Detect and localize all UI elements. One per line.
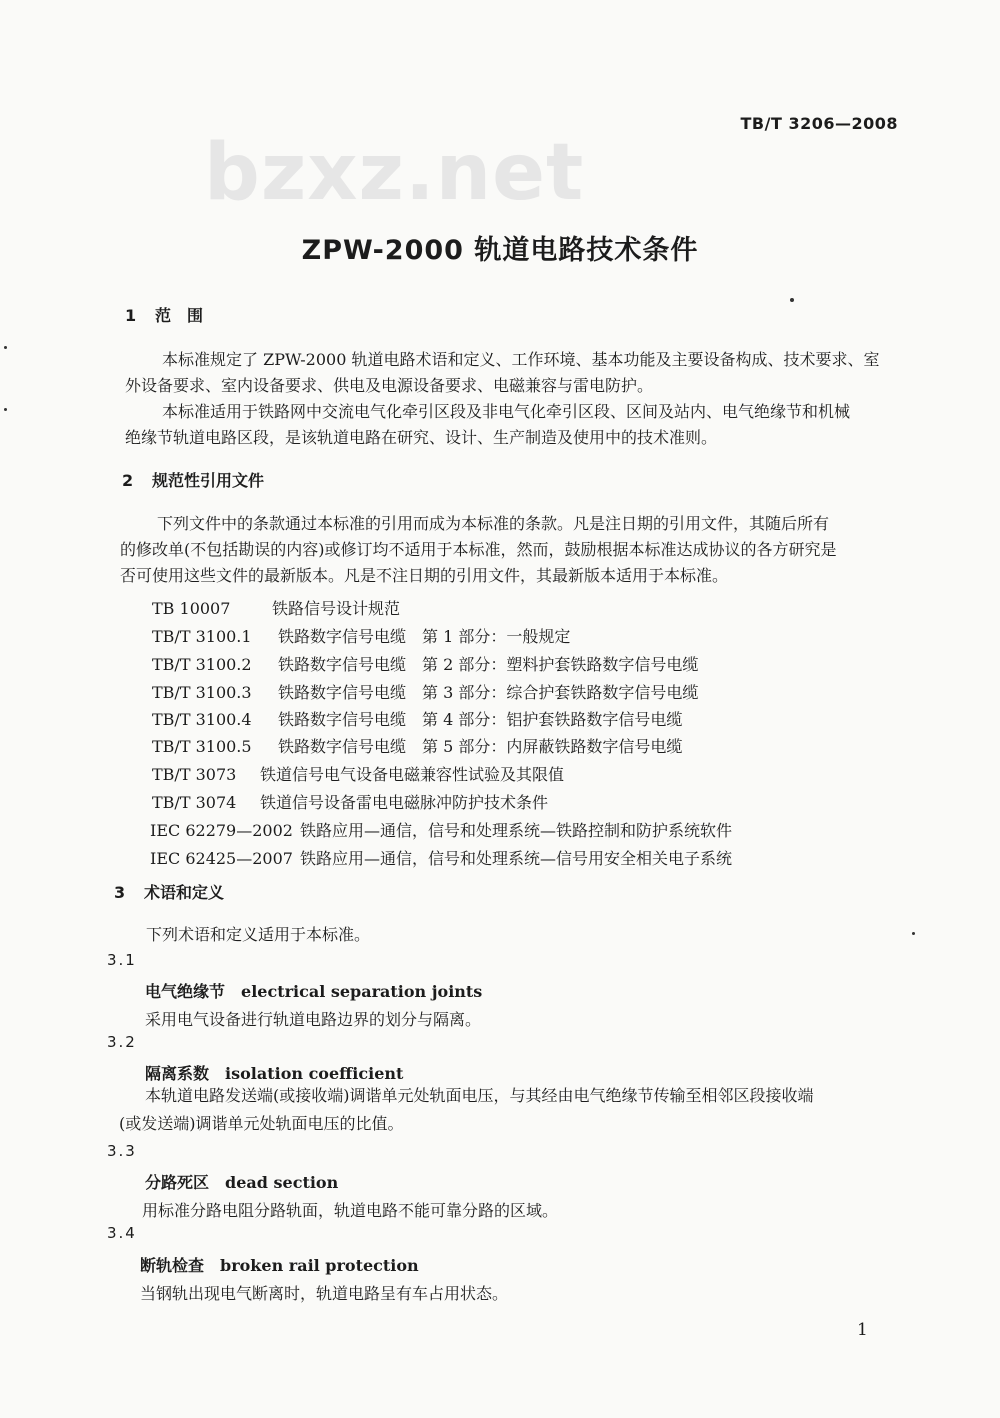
section-title: 规范性引用文件	[152, 471, 265, 490]
reference-item	[152, 596, 400, 619]
reference-title: 铁路数字信号电缆 第 1 部分：一般规定	[278, 627, 571, 646]
term-zh: 断轨检查	[140, 1256, 205, 1275]
references-intro	[120, 511, 910, 589]
section-number: 3	[114, 883, 126, 902]
reference-code: IEC 62425—2007	[150, 849, 293, 868]
term-zh: 分路死区	[145, 1173, 210, 1192]
term-heading	[145, 1170, 338, 1193]
standard-code: TB/T 3206—2008	[740, 114, 898, 133]
reference-title: 铁路信号设计规范	[272, 599, 401, 618]
reference-code: TB/T 3100.1	[152, 627, 252, 646]
term-definition: 采用电气设备进行轨道电路边界的划分与隔离。	[145, 1010, 482, 1029]
term-definition	[119, 1082, 895, 1138]
section-number: 2	[122, 471, 134, 490]
term-heading	[140, 1253, 419, 1276]
term-en: electrical separation joints	[241, 982, 483, 1001]
reference-title: 铁路应用—通信，信号和处理系统—铁路控制和防护系统软件	[300, 821, 733, 840]
term-number: 3.4	[107, 1224, 137, 1242]
term-number: 3.1	[107, 951, 137, 969]
text-line: 的修改单(不包括勘误的内容)或修订均不适用于本标准，然而，鼓励根据本标准达成协议的各方研究是	[120, 540, 837, 559]
term-number: 3.3	[107, 1142, 137, 1160]
term-heading	[145, 1061, 403, 1084]
reference-title: 铁道信号设备雷电电磁脉冲防护技术条件	[260, 793, 549, 812]
reference-title: 铁道信号电气设备电磁兼容性试验及其限值	[260, 765, 565, 784]
reference-code: TB 10007	[152, 599, 231, 618]
section-3-heading	[114, 880, 224, 903]
reference-code: TB/T 3100.2	[152, 655, 252, 674]
term-number: 3.2	[107, 1033, 137, 1051]
term-definition: 当钢轨出现电气断离时，轨道电路呈有车占用状态。	[140, 1284, 509, 1303]
reference-item	[152, 652, 698, 675]
section-1-heading	[125, 303, 203, 326]
term-en: isolation coefficient	[225, 1064, 404, 1083]
reference-item	[152, 680, 698, 703]
reference-item	[152, 762, 564, 785]
reference-item	[152, 790, 548, 813]
scan-speck	[4, 408, 7, 411]
watermark: bzxz.net	[204, 128, 585, 218]
terms-intro: 下列术语和定义适用于本标准。	[146, 925, 371, 944]
reference-item	[152, 624, 570, 647]
scan-speck	[912, 932, 915, 935]
reference-item	[152, 707, 682, 730]
reference-title: 铁路数字信号电缆 第 2 部分：塑料护套铁路数字信号电缆	[278, 655, 699, 674]
reference-code: IEC 62279—2002	[150, 821, 293, 840]
section-title: 范 围	[155, 306, 204, 325]
term-zh: 隔离系数	[145, 1064, 210, 1083]
text-line: 否可使用这些文件的最新版本。凡是不注日期的引用文件，其最新版本适用于本标准。	[120, 566, 729, 585]
reference-title: 铁路应用—通信，信号和处理系统—信号用安全相关电子系统	[300, 849, 733, 868]
reference-title: 铁路数字信号电缆 第 5 部分：内屏蔽铁路数字信号电缆	[278, 737, 683, 756]
text-line: (或发送端)调谐单元处轨面电压的比值。	[119, 1114, 404, 1133]
text-line: 本标准适用于铁路网中交流电气化牵引区段及非电气化牵引区段、区间及站内、电气绝缘节和机械	[162, 402, 851, 421]
scan-speck	[4, 346, 7, 349]
text-line: 本标准规定了 ZPW-2000 轨道电路术语和定义、工作环境、基本功能及主要设备构成、技术要求、室	[162, 350, 880, 369]
text-line: 绝缘节轨道电路区段，是该轨道电路在研究、设计、生产制造及使用中的技术准则。	[125, 428, 718, 447]
reference-code: TB/T 3100.3	[152, 683, 252, 702]
term-en: dead section	[225, 1173, 339, 1192]
scope-paragraph-2	[125, 399, 915, 451]
reference-title: 铁路数字信号电缆 第 3 部分：综合护套铁路数字信号电缆	[278, 683, 699, 702]
reference-item	[150, 818, 732, 841]
section-number: 1	[125, 306, 137, 325]
page-number: 1	[857, 1320, 868, 1340]
reference-item	[150, 846, 732, 869]
section-2-heading	[122, 468, 264, 491]
reference-item	[152, 734, 682, 757]
reference-code: TB/T 3100.4	[152, 710, 252, 729]
text-line: 本轨道电路发送端(或接收端)调谐单元处轨面电压，与其经由电气绝缘节传输至相邻区段接收端	[145, 1086, 814, 1105]
text-line: 外设备要求、室内设备要求、供电及电源设备要求、电磁兼容与雷电防护。	[125, 376, 654, 395]
reference-code: TB/T 3074	[152, 793, 237, 812]
reference-title: 铁路数字信号电缆 第 4 部分：铝护套铁路数字信号电缆	[278, 710, 683, 729]
scope-paragraph-1	[125, 347, 915, 399]
term-definition: 用标准分路电阻分路轨面，轨道电路不能可靠分路的区域。	[142, 1201, 559, 1220]
text-line: 下列文件中的条款通过本标准的引用而成为本标准的条款。凡是注日期的引用文件，其随后所有	[157, 514, 830, 533]
reference-code: TB/T 3100.5	[152, 737, 252, 756]
term-zh: 电气绝缘节	[145, 982, 226, 1001]
document-title: ZPW-2000 轨道电路技术条件	[301, 235, 699, 266]
section-title: 术语和定义	[144, 883, 225, 902]
reference-code: TB/T 3073	[152, 765, 237, 784]
scan-speck	[790, 298, 794, 302]
term-en: broken rail protection	[220, 1256, 419, 1275]
term-heading	[145, 979, 482, 1002]
